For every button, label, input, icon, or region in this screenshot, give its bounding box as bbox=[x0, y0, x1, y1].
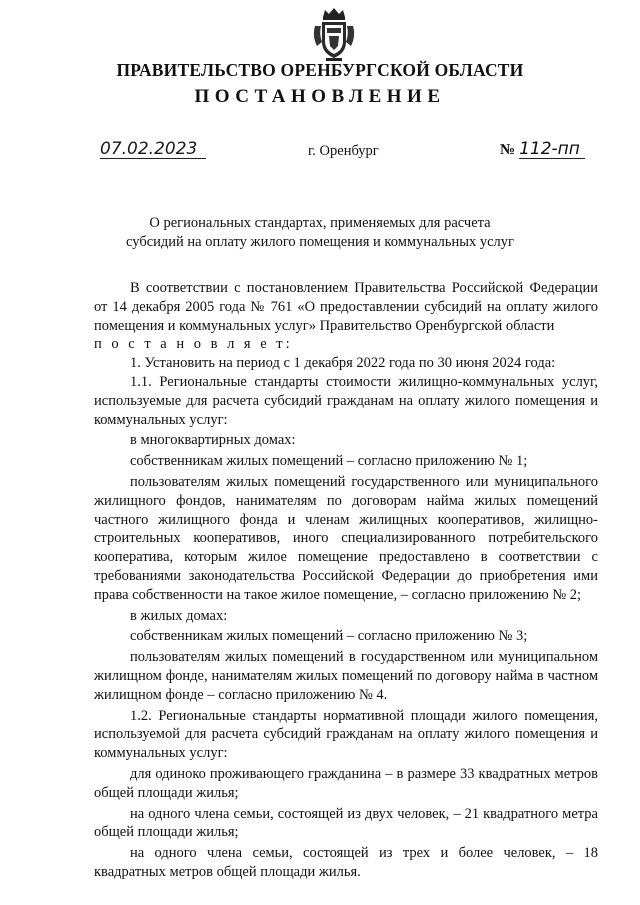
apartments-heading: в многоквартирных домах: bbox=[130, 432, 296, 449]
standard-family-2: на одного члена семьи, состоящей из двух человек, – 21 квадратного метра общей площади жилья; bbox=[94, 805, 598, 841]
preamble: В соответствии с постановлением Правительства Российской Федерации от 14 декабря 2005 года № 761 «О предоставлении субсидий на оплату жилого помещения и коммунальных услуг» Правительство Оренбургской области bbox=[94, 280, 598, 334]
clause-1-2: 1.2. Региональные стандарты нормативной площади жилого помещения, используемой для расчета субсидий гражданам на оплату жилого помещения и коммунальных услуг: bbox=[94, 707, 598, 762]
clause-1: 1. Установить на период с 1 декабря 2022 года по 30 июня 2024 года: bbox=[130, 355, 556, 372]
document-date: 07.02.2023 bbox=[100, 140, 206, 159]
apartment-users: пользователям жилых помещений государственного или муниципального жилищного фондов, нанимателям по договорам найма жилых помещений частного жилищного фонда и членам жилищных кооперативов, жилищно-строительных кооперативов, иного специализированного потребительского кооператива, которым жилое помещение предоставлено в соответствии с требованиями законодательства Российской Федерации до приобретения ими права собственности на такое жилое помещение, – согласно приложению № 2; bbox=[94, 473, 598, 603]
title-line-1: О региональных стандартах, применяемых для расчета bbox=[149, 215, 491, 231]
house-owners: собственникам жилых помещений – согласно приложению № 3; bbox=[130, 628, 528, 645]
title-line-2: субсидий на оплату жилого помещения и коммунальных услуг bbox=[126, 234, 514, 250]
apartment-owners: собственникам жилых помещений – согласно приложению № 1; bbox=[130, 453, 528, 470]
number-value: 112-пп bbox=[519, 140, 585, 159]
standard-single: для одиноко проживающего гражданина – в размере 33 квадратных метров общей площади жилья; bbox=[94, 765, 598, 801]
clause-1-1: 1.1. Региональные стандарты стоимости жилищно-коммунальных услуг, используемые для расчета субсидий гражданам на оплату жилого помещения и коммунальных услуг: bbox=[94, 373, 598, 428]
document-city: г. Оренбург bbox=[308, 143, 379, 159]
orenburg-coat-of-arms-icon bbox=[311, 6, 357, 62]
resolves-word: п о с т а н о в л я е т: bbox=[94, 336, 293, 353]
house-users: пользователям жилых помещений в государственном или муниципальном жилищном фонде, нанимателям жилых помещений по договору найма в частном жилищном фонде – согласно приложению № 4. bbox=[94, 649, 598, 703]
houses-heading: в жилых домах: bbox=[130, 607, 228, 624]
document-title bbox=[0, 214, 640, 252]
document-type: ПОСТАНОВЛЕНИЕ bbox=[194, 86, 446, 107]
government-name: ПРАВИТЕЛЬСТВО ОРЕНБУРГСКОЙ ОБЛАСТИ bbox=[116, 60, 524, 80]
document-number bbox=[500, 140, 585, 159]
document-body bbox=[94, 279, 598, 882]
standard-family-3: на одного члена семьи, состоящей из трех и более человек, – 18 квадратных метров общей площади жилья. bbox=[94, 845, 598, 880]
number-sign: № bbox=[500, 142, 516, 158]
